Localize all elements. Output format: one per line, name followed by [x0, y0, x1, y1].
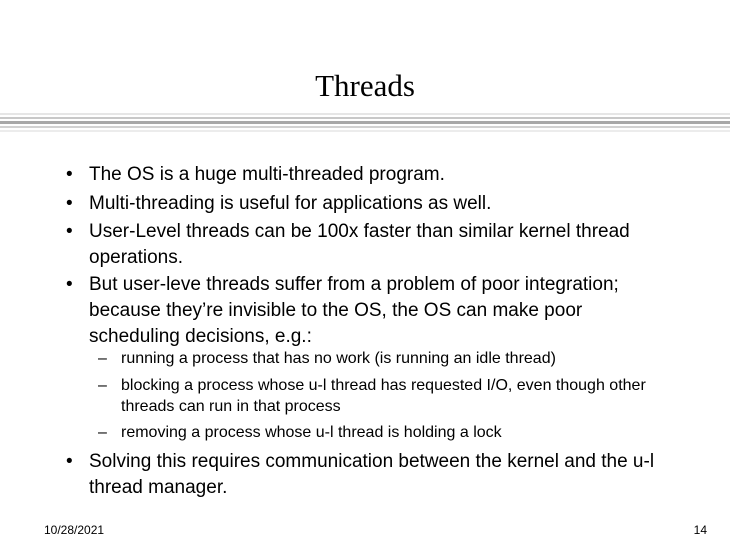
footer-date: 10/28/2021 — [44, 523, 105, 537]
sub-bullet-holding-lock: removing a process whose u-l thread is holding a lock — [121, 424, 502, 441]
bullet-solving-communication: Solving this requires communication between the kernel and the u-l thread manager. — [89, 451, 655, 498]
footer-page-number: 14 — [693, 523, 707, 537]
sub-bullet-blocking-io: blocking a process whose u-l thread has requested I/O, even though other threads can run in that process — [121, 377, 646, 415]
bullet-marker: • — [66, 221, 73, 242]
bullet-marker: • — [66, 193, 73, 214]
sub-bullet-marker: – — [98, 377, 107, 394]
slide-title: Threads — [315, 68, 415, 103]
bullet-marker: • — [66, 274, 73, 295]
sub-bullet-marker: – — [98, 350, 107, 367]
bullet-multithreading-useful: Multi-threading is useful for applications as well. — [89, 193, 492, 214]
title-divider — [0, 113, 730, 133]
sub-bullet-marker: – — [98, 424, 107, 441]
bullet-marker: • — [66, 451, 73, 472]
bullet-user-level-threads: User-Level threads can be 100x faster than similar kernel thread operations. — [89, 221, 630, 268]
bullet-marker: • — [66, 164, 73, 185]
bullet-os-multithreaded: The OS is a huge multi-threaded program. — [89, 164, 445, 185]
bullet-poor-integration: But user-leve threads suffer from a problem of poor integration; because they’re invisible to the OS, the OS can make poor scheduling decisions, e.g.: — [89, 274, 619, 347]
sub-bullet-idle-thread: running a process that has no work (is running an idle thread) — [121, 350, 556, 367]
